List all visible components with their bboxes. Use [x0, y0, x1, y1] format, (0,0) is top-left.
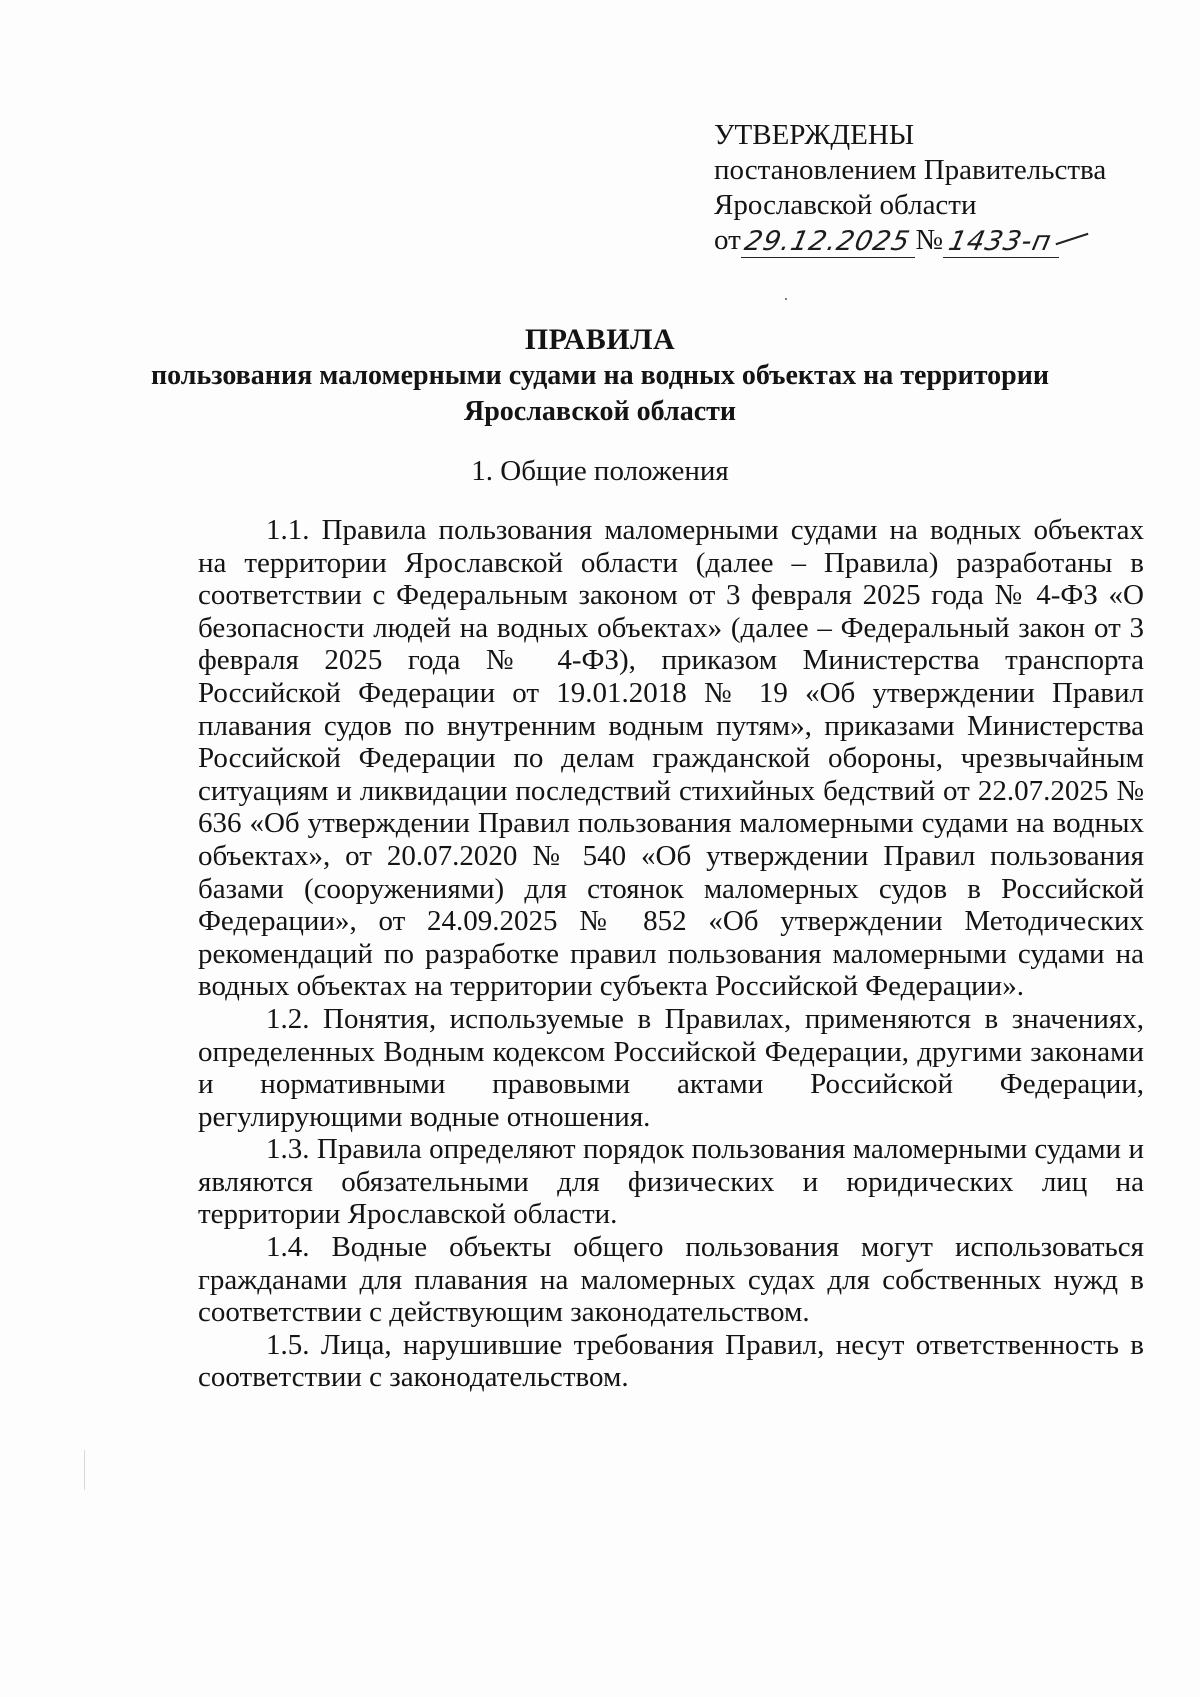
handwritten-date-field — [741, 226, 916, 258]
document-title-block — [100, 322, 1100, 430]
number-prefix: № — [915, 224, 944, 256]
paragraph-1-2: 1.2. Понятия, используемые в Правилах, применяются в значениях, определенных Водным кодексом Российской Федерации, другими законами и нормативными правовыми актами Российской Федерации, регулирующими водные отношения. — [198, 1002, 1144, 1133]
approval-issuer-line: постановлением Правительства — [714, 154, 1107, 186]
scan-dot-mark — [785, 298, 787, 300]
document-title: ПРАВИЛА — [524, 323, 676, 356]
paragraph-1-4: 1.4. Водные объекты общего пользования могут использоваться гражданами для плавания на маломерных судах для собственных нужд в соответствии с действующим законодательством. — [198, 1231, 1144, 1329]
paragraph-1-3: 1.3. Правила определяют порядок пользования маломерными судами и являются обязательными для физических и юридических лиц на территории Ярославской области. — [198, 1133, 1144, 1231]
approval-date-number-row — [714, 223, 1134, 258]
section-heading: 1. Общие положения — [471, 455, 729, 487]
handwritten-number: 1433-п — [945, 226, 1055, 257]
handwritten-date: 29.12.2025 — [741, 226, 913, 257]
approval-region-line: Ярославской области — [714, 189, 977, 221]
date-prefix: от — [714, 224, 741, 256]
document-subtitle-line-1: пользования маломерными судами на водных объектах на территории — [151, 360, 1049, 391]
scan-edge-mark — [84, 1450, 85, 1490]
paragraph-1-1: 1.1. Правила пользования маломерными судами на водных объектах на территории Ярославской области (далее – Правила) разработаны в соответствии с Федеральным законом от 3 февраля 2025 года № 4-ФЗ «О безопасности людей на водных объектах» (далее – Федеральный закон от 3 февраля 2025 года № 4-ФЗ), приказом Министерства транспорта Российской Федерации от 19.01.2018 № 19 «Об утверждении Правил плавания судов по внутренним водным путям», приказами Министерства Российской Федерации по делам гражданской обороны, чрезвычайным ситуациям и ликвидации последствий стихийных бедствий от 22.07.2025 № 636 «Об утверждении Правил пользования маломерными судами на водных объектах», от 20.07.2020 № 540 «Об утверждении Правил пользования базами (сооружениями) для стоянок маломерных судов в Российской Федерации», от 24.09.2025 № 852 «Об утверждении Методических рекомендаций по разработке правил пользования маломерными судами на водных объектах на территории субъекта Российской Федерации». — [198, 514, 1144, 1003]
paragraph-1-5: 1.5. Лица, нарушившие требования Правил, несут ответственность в соответствии с законодательством. — [198, 1328, 1144, 1394]
approval-heading: УТВЕРЖДЕНЫ — [714, 119, 915, 151]
handwritten-number-field — [943, 226, 1059, 258]
section-body — [198, 514, 1144, 1394]
approval-stamp-block — [714, 118, 1134, 258]
handwritten-tail-stroke — [1056, 233, 1089, 245]
document-subtitle-line-2: Ярославской области — [463, 396, 737, 427]
